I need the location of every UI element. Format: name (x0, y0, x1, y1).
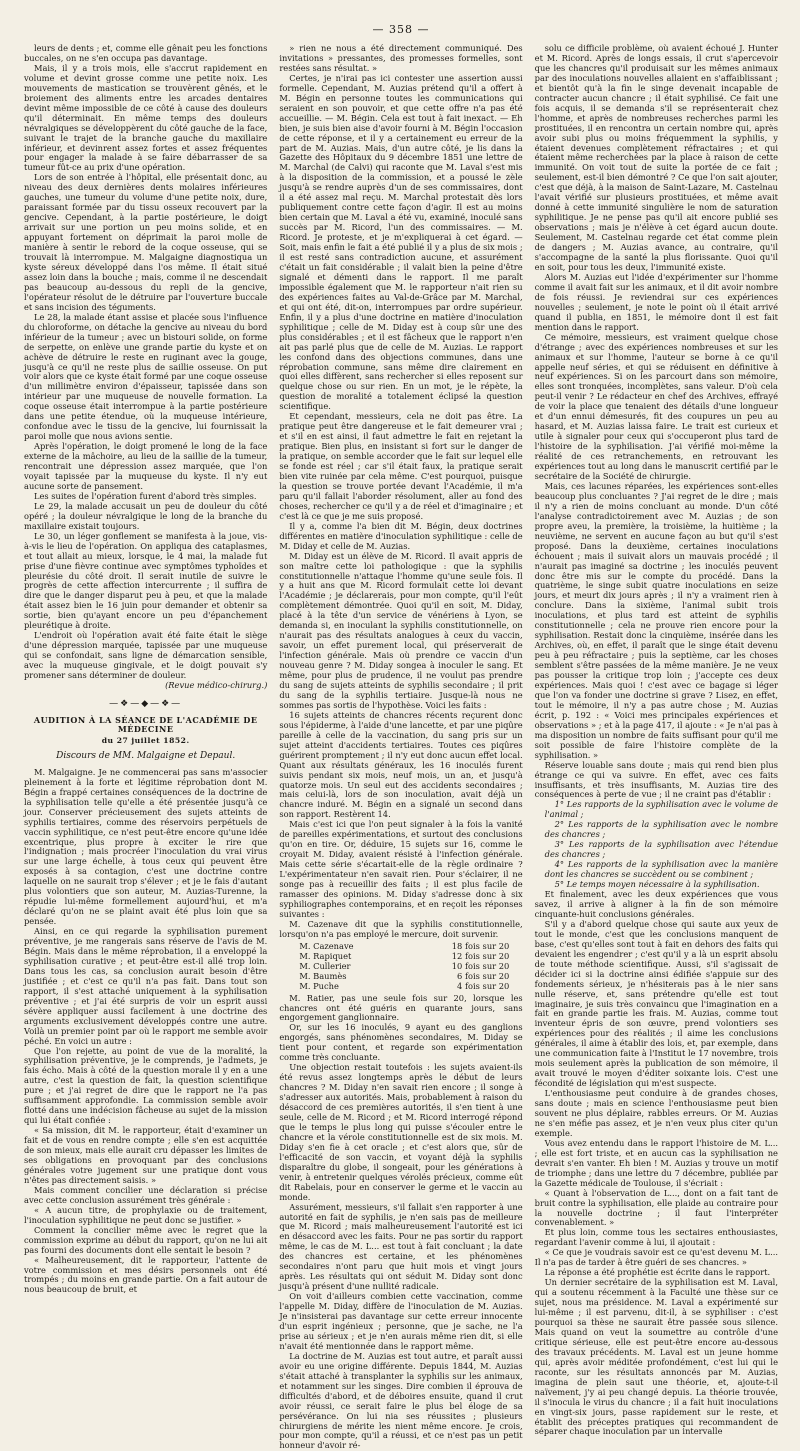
paragraph: La doctrine de M. Auzias est tout autre, et paraît aussi avoir eu une origine différente. Depuis 1844, M. Auzias s'était attaché à transplanter la syphilis sur les animaux, et notamment sur les singes. Dire combien il éprouva de difficultés d'abord, et de déboires ensuite, quand il crut avoir réussi, ce serait faire le plus bel éloge de sa persévérance. On lui nia ses réussites ; plusieurs chirurgiens de mérite les nient même encore. Je crois, pour mon compte, qu'il a réussi, et ce n'est pas un petit honneur d'avoir ré- (279, 1350, 523, 1451)
paragraph: La réponse a été prophétie est écrite dans le rapport. (544, 1267, 771, 1278)
tally-name: M. Cullerier (299, 960, 351, 971)
paragraph: M. Cazenave dit que la syphilis constitutionnelle, lorsqu'on n'a pas employé le mercure, doit survenir. (279, 918, 523, 939)
tally-name: M. Puche (299, 980, 339, 991)
paragraph: 4° Les rapports de la syphilisation avec la manière dont les chancres se succèdent ou se combinent ; (544, 859, 778, 880)
paragraph: Le 28, la malade étant assise et placée sous l'influence du chloroforme, on détache la gencive au niveau du bord inférieur de la tumeur ; avec un bistouri solide, on forme de serpette, on enlève une grande partie du kyste et on achève de détruire le reste en ruginant avec la gouge, jusqu'à ce qu'il ne reste plus de saillie osseuse. On put voir alors que ce kyste était formé par une coque osseuse d'un millimètre environ d'épaisseur, tapissée dans son intérieur par une muqueuse de nouvelle formation. La coque osseuse était interrompue à la partie postérieure dans une petite étendue, où la muqueuse intérieure, confondue avec le tissu de la gencive, lui fournissait la paroi molle que nous avions sentie. (24, 311, 268, 442)
paragraph: On voit d'ailleurs combien cette vaccination, comme l'appelle M. Diday, diffère de l'inoculation de M. Auzias. Je n'insisterai pas davantage sur cette erreur innocente d'un esprit ingénieux ; personne, que je sache, ne l'a prise au sérieux ; et je n'en aurais même rien dit, si elle n'avait été mentionnée dans le rapport même. (279, 1291, 523, 1351)
paragraph: Alors M. Auzias eut l'idée d'expérimenter sur l'homme comme il avait fait sur les animaux, et il dit avoir nombre de fois réussi. Je reviendrai sur ces expériences nouvelles ; seulement, je note le point où il était arrivé quand il publia, en 1851, le mémoire dont il est fait mention dans le rapport. (534, 271, 778, 332)
paragraph: 1° Les rapports de la syphilisation avec le volume de l'animal ; (544, 799, 778, 820)
speech-paragraphs (279, 44, 522, 940)
paragraph: Vous avez entendu dans le rapport l'histoire de M. L... ; elle est fort triste, et en aucun cas la syphilisation ne devrait s'en vanter. Eh bien ! M. Auzias y trouve un motif de triomphe ; dans une lettre du 7 décembre, publiée par la Gazette médicale de Toulouse, il s'écriait : (534, 1137, 778, 1188)
paragraph: L'endroit où l'opération avait été faite était le siège d'une dépression marquée, tapissée par une muqueuse qui se confondait, sans ligne de démarcation sensible, avec la muqueuse gingivale, et le doigt pouvait s'y promener sans déterminer de douleur. (24, 630, 268, 681)
paragraph: 5° Le temps moyen nécessaire à la syphilisation. (554, 879, 760, 890)
paragraph: 3° Les rapports de la syphilisation avec l'étendue des chancres ; (544, 839, 778, 860)
column-middle (279, 43, 523, 1451)
tally-value: 6 fois sur 20 (457, 970, 510, 981)
section-title: AUDITION À LA SÉANCE DE L'ACADÉMIE DE MÉDECINE (33, 714, 258, 735)
tally-name: M. Rapiquet (299, 950, 352, 961)
paragraph: S'il y a d'abord quelque chose qui saute aux yeux de tout le monde, c'est que les conclusions manquent de base, c'est qu'elles sont tout à fait en dehors des faits qui devaient les engendrer ; c'est qu'il y a là un esprit absolu de toute méthode scientifique. Aussi, s'il s'agissait de décider ici si la doctrine ainsi édifiée s'appuie sur des fondements sérieux, je n'hésiterais pas à le nier sans nulle réserve, et, sans prétendre qu'elle est tout imaginaire, je suis très convaincu que l'imagination en a fait en grande partie les frais. M. Auzias, comme tout inventeur épris de son œuvre, prend volontiers ses expériences pour des réalités ; il aime les conclusions générales, il aime à établir des lois, et, par exemple, dans une communication faite à l'Institut le 17 novembre, trois mois seulement après la publication de son mémoire, il avait trouvé le moyen d'éditer soixante lois. C'est une fécondité de législation qui m'est suspecte. (534, 918, 778, 1089)
paragraph: Et cependant, messieurs, cela ne doit pas être. La pratique peut être dangereuse et le fait demeurer vrai ; et s'il en est ainsi, il faut admettre le fait en rejetant la pratique. Bien plus, en insistant si fort sur le danger de la pratique, on semble accorder que le fait sur lequel elle se fonde est réel ; car s'il était faux, la pratique serait bien vite ruinée par cela même. C'est pourquoi, puisque la question se trouve portée devant l'Académie, il m'a paru qu'il fallait l'aborder résolument, aller au fond des choses, rechercher ce qu'il y a de réel et d'imaginaire ; et c'est là ce que je me suis proposé. (279, 411, 523, 521)
paragraph: Une objection restait toutefois : les sujets avaient-ils été revus assez longtemps après le début de leurs chancres ? M. Diday n'en savait rien encore ; il songe à s'adresser aux autorités. Mais, probablement à raison du désaccord de ces premières autorités, il s'en tient à une seule, celle de M. Ricord ; et M. Ricord interrogé répond que le temps le plus long qui puisse s'écouler entre le chancre et la vérole constitutionnelle est de six mois. M. Diday s'en fie à cet oracle ; et c'est alors que, sûr de l'efficacité de son vaccin, et voyant déjà la syphilis disparaître du globe, il songeait, pour les générations à venir, à entretenir quelques vérolés précieux, comme eût dit Rabelais, pour en conserver le germe et le vaccin au monde. (279, 1062, 523, 1202)
paragraph: solu ce difficile problème, où avaient échoué J. Hunter et M. Ricord. Après de longs essais, il crut s'apercevoir que les chancres qu'il produisait sur les mêmes animaux par des inoculations nouvelles allaient en s'affaiblissant ; et bientôt qu'à la fin le singe devenait incapable de contracter aucun chancre ; il était syphilisé. Ce fait une fois acquis, il se demanda s'il se représenterait chez l'homme, et après de nombreuses recherches parmi les prostituées, il en rencontra un certain nombre qui, après avoir subi plus ou moins fréquemment la syphilis, y étaient devenues complètement réfractaires ; et qui étaient même recherchées par la place à raison de cette immunité. On voit tout de suite la portée de ce fait ; seulement, est-il bien démontré ? Ce que l'on sait ajouter, c'est que déjà, à la maison de Saint-Lazare, M. Castelnau l'avait vérifié sur plusieurs prostituées, et même avait donné à cette immunité singulière le nom de saturation syphilitique. Je ne pense pas qu'il ait encore publié ses observations ; mais je n'élève à cet égard aucun doute. Seulement, M. Castelnau regarde cet état comme plein de dangers ; M. Auzias avance, au contraire, qu'il s'accompagne de la santé la plus florissante. Quoi qu'il en soit, pour tous les deux, l'immunité existe. (534, 43, 778, 272)
paragraph: Mais comment concilier une déclaration si précise avec cette conclusion assurément très générale : (24, 1184, 268, 1205)
paragraph: Ainsi, en ce qui regarde la syphilisation purement préventive, je me rangerais sans réserve de l'avis de M. Bégin. Mais dans le même réprobation, il a enveloppé la syphilisation curative ; et peut-être est-il allé trop loin. Dans tous les cas, sa conclusion aurait besoin d'être justifiée ; et c'est ce qu'il n'a pas fait. Dans tout son rapport, il s'est attaché uniquement à la syphilisation préventive ; et j'ai été surpris de voir un esprit aussi sévère appliquer aussi facilement à une doctrine des arguments exclusivement développés contre une autre. Voilà un premier point par où le rapport me semble avoir péché. En voici un autre : (24, 926, 268, 1046)
paragraph: Assurément, messieurs, s'il fallait s'en rapporter à une autorité en fait de syphilis, je n'en sais pas de meilleure que M. Ricord ; mais malheureusement l'autorité est ici en désaccord avec les faits. Pour ne pas sortir du rapport même, le cas de M. L... est tout à fait concluant ; la date des chancres est certaine, et les phénomènes secondaires n'ont paru que huit mois et vingt jours après. Les résultats qui ont séduit M. Diday sont donc jusqu'à présent d'une nullité radicale. (279, 1201, 523, 1292)
paragraph: Et plus loin, comme tous les sectaires enthousiastes, regardant l'avenir comme à lui, il ajoutait : (534, 1227, 778, 1248)
opinion-tally (299, 942, 522, 992)
paragraph: Que l'on rejette, au point de vue de la moralité, la syphilisation préventive, je le comprends, je l'admets, je fais écho. Mais à côté de la question morale il y en a une autre, c'est la question de fait, la question scientifique pure ; et j'ai regret de dire que le rapport ne l'a pas suffisamment approfondie. La commission semble avoir flotté dans une indécision fâcheuse au sujet de la mission qui lui était confiée : (24, 1045, 268, 1126)
tally-value: 10 fois sur 20 (451, 960, 510, 971)
paragraph: Le 29, la malade accusait un peu de douleur du côté opéré ; la douleur névralgique le long de la branche du maxillaire existait toujours. (24, 500, 268, 531)
paragraph: « Malheureusement, dit le rapporteur, l'attente de votre commission et mes désirs personnels ont été trompés ; du moins en grande partie. On a fait autour de nous beaucoup de bruit, et (24, 1254, 268, 1295)
paragraph: Mais, il y a trois mois, elle s'accrut rapidement en volume et devint grosse comme une petite noix. Les mouvements de mastication se trouvèrent gênés, et le broiement des aliments entre les arcades dentaires devint même impossible de ce côté à cause des douleurs qu'il déterminait. En même temps des douleurs névralgiques se développèrent du côté gauche de la face, suivant le trajet de la branche gauche du maxillaire inférieur, et devinrent assez fortes et assez fréquentes pour engager la malade à se faire débarrasser de sa tumeur fût-ce au prix d'une opération. (24, 62, 268, 173)
conclusions-list (535, 800, 778, 890)
paragraph: 16 sujets atteints de chancres récents reçurent donc sous l'épiderme, à l'aide d'une lancette, et par une piqûre pareille à celle de la vaccination, du sang pris sur un sujet atteint d'accidents tertiaires. Toutes ces piqûres guérirent promptement ; il n'y eut donc aucun effet local. Quant aux résultats généraux, les 16 inoculés furent suivis pendant six mois, neuf mois, un an, et jusqu'à quatorze mois. Un seul eut des accidents secondaires ; mais celui-là, lors de son inoculation, avait déjà un chancre induré. M. Bégin en a signalé un second dans son rapport. Restèrent 14. (279, 709, 523, 820)
article-paragraphs (24, 44, 267, 681)
paragraph: Ce mémoire, messieurs, est vraiment quelque chose d'étrange ; avec des expériences nombreuses et sur les animaux et sur l'homme, l'auteur se borne à ce qu'il appelle neuf séries, et qui se réduisent en définitive à neuf expériences. Si on les parcourt dans son mémoire, elles sont tronquées, incomplètes, sans valeur. D'où cela peut-il venir ? Le rédacteur en chef des Archives, effrayé de voir la place que tenaient des détails d'une longueur et d'un ennui démesurés, fit des coupures un peu au hasard, et M. Auzias laissa faire. Le trait est curieux et utile à signaler pour ceux qui s'occuperont plus tard de l'histoire de la syphilisation. J'ai vérifié moi-même la réalité de ces retranchements, en retrouvant les expériences tout au long dans le manuscrit certifié par le secrétaire de la Société de chirurgie. (534, 331, 778, 481)
paragraph: leurs de dents ; et, comme elle gênait peu les fonctions buccales, on ne s'en occupa pas davantage. (24, 43, 268, 63)
page-header (24, 20, 778, 38)
speech-paragraphs (535, 44, 778, 800)
paragraph: Or, sur les 16 inoculés, 9 ayant eu des ganglions engorgés, sans phénomènes secondaires, M. Diday se tient pour content, et regarde son expérimentation comme très concluante. (279, 1022, 523, 1063)
page-number: — 358 — (372, 22, 430, 36)
tally-value: 12 fois sur 20 (451, 950, 510, 961)
paragraph: Mais c'est ici que l'on peut signaler à la fois la vanité de pareilles expérimentations, et surtout des conclusions qu'on en tire. Or, déduire, 15 sujets sur 16, comme le croyait M. Diday, avaient résisté à l'infection générale. Mais cette série s'écartait-elle de la règle ordinaire ? L'expérimentateur n'en savait rien. Pour s'éclairer, il ne songe pas à recueillir des faits ; il est plus facile de ramasser des opinions. M. Diday s'adresse donc à six syphiliographes contemporains, et en reçoit les réponses suivantes : (279, 819, 523, 919)
section-subtitle: Discours de MM. Malgaigne et Depaul. (56, 751, 236, 762)
tally-name: M. Cazenave (299, 940, 354, 951)
section-divider-ornament: —❖—◆—❖— (109, 698, 183, 709)
columns (24, 43, 778, 1451)
paragraph: L'enthousiasme peut conduire à de grandes choses, sans doute ; mais en science l'enthousiasme peut bien souvent ne plus déplaire, rabbles erreurs. Or M. Auzias ne s'en méfie pas assez, et je n'en veux plus citer qu'un exemple. (534, 1088, 778, 1138)
paragraph: Comment la concilier même avec le regret que la commission exprime au début du rapport, qu'on ne lui ait pas fourni des documents dont elle sentait le besoin ? (24, 1224, 268, 1255)
tally-value: 18 fois sur 20 (451, 940, 510, 951)
paragraph: Certes, je n'irai pas ici contester une assertion aussi formelle. Cependant, M. Auzias prétend qu'il a offert à M. Bégin en personne toutes les communications qui seraient en son pouvoir, et que cette offre n'a pas été accueillie. — M. Bégin. Cela est tout à fait inexact. — Eh bien, je suis bien aise d'avoir fourni à M. Bégin l'occasion de cette réponse, et il y a certainement eu erreur de la part de M. Auzias. Mais, d'un autre côté, je lis dans la Gazette des Hôpitaux du 9 décembre 1851 une lettre de M. Marchal (de Calvi) qui raconte que M. Laval s'est mis à la disposition de la commission, et a poussé le zèle jusqu'à se rendre auprès d'un de ses commissaires, dont il a été assez mal reçu. M. Marchal protestait dès lors publiquement contre cette façon d'agir. Il est au moins bien certain que M. Laval a été vu, examiné, inoculé sans succès par M. Ricord, l'un des commissaires. — M. Ricord. Je proteste, et je m'expliquerai à cet égard. — Soit, mais enfin le fait a été publié il y a plus de six mois ; il est resté sans contradiction aucune, et assurément c'était un fait considérable ; il valait bien la peine d'être signalé et démenti dans le rapport. Il me paraît impossible également que M. le rapporteur n'ait rien su des expériences faites au Val-de-Grâce par M. Marchal, et qui ont été, dit-on, interrompues par ordre supérieur. Enfin, il y a plus d'une doctrine en matière d'inoculation syphilitique ; celle de M. Diday est à coup sûr une des plus considérables ; et il est fâcheux que le rapport n'en ait pas parlé plus que de celle de M. Auzias. Le rapport les confond dans des objections communes, dans une réprobation commune, sans même dire clairement en quoi elles diffèrent, sans rechercher si elles reposent sur quelque chose ou sur rien. En un mot, je le répète, la question de moralité a totalement éclipsé la question scientifique. (279, 72, 523, 412)
paragraph: « Quant à l'observation de L..., dont on a fait tant de bruit contre la syphilisation, elle plaide au contraire pour la nouvelle doctrine ; il faut l'interpréter convenablement. » (534, 1187, 778, 1228)
paragraph: Les suites de l'opération furent d'abord très simples. (33, 490, 257, 501)
paragraph: M. Malgaigne. Je ne commencerai pas sans m'associer pleinement à la forte et légitime réprobation dont M. Bégin a frappé certaines conséquences de la doctrine de la syphilisation telle qu'elle a été présentée jusqu'à ce jour. Conserver précieusement des sujets atteints de syphilis tertiaires, comme des réservoirs perpétuels de vaccin syphilitique, ce n'est peut-être encore qu'une idée excentrique, plus propre à exciter le rire que l'indignation ; mais procréer l'inoculation du vrai virus sur une large échelle, à tous ceux qui peuvent être exposés à sa contagion, c'est une doctrine contre laquelle on ne saurait trop s'élever ; et je le fais d'autant plus volontiers que son auteur, M. Auzias-Turenne, la répudie lui-même formellement aujourd'hui, et m'a déclaré qu'on ne se plaint avait été plus loin que sa pensée. (24, 766, 268, 927)
paragraph: Lors de son entrée à l'hôpital, elle présentait donc, au niveau des deux dernières dents molaires inférieures gauches, une tumeur du volume d'une petite noix, dure, paraissant formée par du tissu osseux recouvert par la gencive. Cependant, à la partie postérieure, le doigt arrivait sur une portion un peu moins solide, et en appuyant fortement on déprimait la paroi molle de manière à sentir le rebord de la coque osseuse, qui se trouvait là interrompue. M. Malgaigne diagnostiqua un kyste séreux développé dans l'os même. Il était situé assez loin dans la bouche ; mais, comme il ne descendait pas beaucoup au-dessous du repli de la gencive, l'opérateur résolut de le détruire par l'ouverture buccale et sans incision des téguments. (24, 172, 268, 312)
paragraph: « Ce que je voudrais savoir est ce qu'est devenu M. L... Il n'a pas de tarder à être guéri de ses chancres. » (534, 1247, 778, 1268)
tally-value: 4 fois sur 20 (457, 980, 510, 991)
paragraph: Mais, ces lacunes réparées, les expériences sont-elles beaucoup plus concluantes ? J'ai regret de le dire ; mais il n'y a rien de moins concluant au monde. D'un côté l'analyse contradictoirement avec M. Auzias ; de son propre aveu, la première, la troisième, la huitième ; la neuvième, ne servent en aucune façon au but qu'il s'est proposé. Dans la deuxième, certaines inoculations échouent ; mais il suivait alors un mauvais procédé ; il n'aurait pas imaginé sa doctrine ; les inoculés peuvent donc être mis sur le compte du procédé. Dans la quatrième, le singe subit quatre inoculations en seize jours, et meurt dix jours après ; il n'y a vraiment rien à conclure. Dans la sixième, l'animal subit trois inoculations, et plus tard est atteint de syphilis constitutionnelle ; cela ne prouve rien encore pour la syphilisation. Restait donc la cinquième, insérée dans les Archives, où, en effet, il paraît que le singe était devenu peu à peu réfractaire ; puis la septième, car les choses semblent s'être passées de la même manière. Je ne veux pas pousser la critique trop loin ; j'accepte ces deux expériences. Mais quoi ! c'est avec ce bagage si léger que l'on va fonder une doctrine si grave ? Lisez, en effet, tout le mémoire, il n'y a pas autre chose ; M. Auzias écrit, p. 192 : « Voici mes principales expériences et observations » ; et à la page 417, il ajoute : « Je n'ai pas à ma disposition un nombre de faits suffisant pour qu'il me soit possible de faire l'histoire complète de la syphilisation. » (534, 480, 778, 760)
speech-paragraphs (279, 994, 522, 1451)
paragraph: M. Diday est un élève de M. Ricord. Il avait appris de son maître cette loi pathologique : que la syphilis constitutionnelle n'attaque l'homme qu'une seule fois. Il y a huit ans que M. Ricord formulait cette loi devant l'Académie ; je déclarerais, pour mon compte, qu'il l'eût complètement démontrée. Quoi qu'il en soit, M. Diday, placé à la tête d'un service de vénériens à Lyon, se demanda si, en inoculant la syphilis constitutionnelle, on n'aurait pas des résultats analogues à ceux du vaccin, savoir, un effet purement local, qui préserverait de l'infection générale. Mais où prendre ce vaccin d'un nouveau genre ? M. Diday songea à inoculer le sang. Et même, pour plus de prudence, il ne voulut pas prendre du sang de sujets atteints de syphilis secondaire ; il prit du sang de la syphilis tertiaire. Jusque-là nous ne sommes pas sortis de l'hypothèse. Voici les faits : (279, 550, 523, 710)
paragraph: M. Ratier, pas une seule fois sur 20, lorsque les chancres ont été guéris en quarante jours, sans engorgement ganglionnaire. (279, 992, 523, 1023)
paragraph: « A aucun titre, de prophylaxie ou de traitement, l'inoculation syphilitique ne peut donc se justifier. » (24, 1204, 268, 1225)
paragraph: Un dernier secrétaire de la syphilisation est M. Laval, qui a soutenu récemment à la Faculté une thèse sur ce sujet, nous ma présidence. M. Laval a expérimenté sur lui-même ; il est parvenu, dit-il, à se syphiliser : c'est pourquoi sa thèse ne saurait être passée sous silence. Mais quand on veut la soumettre au contrôle d'une critique sérieuse, elle est peut-être encore au-dessous des travaux précédents. M. Laval est un jeune homme qui, après avoir méditée profondément, c'est lui qui le raconte, sur les résultats annoncés par M. Auzias, imagina de plein saut une théorie, et, ajoute-t-il naïvement, j'y ai peu changé depuis. La théorie trouvée, il s'inocula le virus du chancre ; il a fait huit inoculations en vingt-six jours, passe rapidement sur le reste, et établit des préceptes pratiques qui recommandent de séparer chaque inoculation par un intervalle (534, 1277, 778, 1437)
tally-name: M. Baumès (299, 970, 347, 981)
paragraph: Réserve louable sans doute ; mais qui rend bien plus étrange ce qui va suivre. En effet, avec ces faits insuffisants, et très insuffisants, M. Auzias tire des conséquences à perte de vue ; il ne craint pas d'établir : (534, 759, 778, 800)
paragraph: Il y a, comme l'a bien dit M. Bégin, deux doctrines différentes en matière d'inoculation syphilitique : celle de M. Diday et celle de M. Auzias. (279, 520, 523, 551)
speech-paragraphs (24, 768, 267, 1296)
tally-row (299, 982, 509, 992)
paragraph: Et finalement, avec les deux expériences que vous savez, il arrive à aligner à la fin de son mémoire cinquante-huit conclusions générales. (534, 889, 778, 919)
speech-paragraphs (535, 890, 778, 1437)
paragraph: Après l'opération, le doigt promené le long de la face externe de la mâchoire, au lieu de la saillie de la tumeur, rencontrait une dépression assez marquée, que l'on voyait tapissée par la muqueuse du kyste. Il n'y eut aucune sorte de pansement. (24, 441, 268, 491)
column-left (24, 43, 268, 1295)
column-right (534, 43, 778, 1437)
source-signature: (Revue médico-chirurg.) (165, 680, 268, 690)
paragraph: Le 30, un léger gonflement se manifesta à la joue, vis-à-vis le lieu de l'opération. On appliqua des cataplasmes, et tout allait au mieux, lorsque, le 4 mai, la malade fut prise d'une fièvre continue avec symptômes typhoïdes et pleurésie du côté droit. Il serait inutile de suivre le progrès de cette affection intercurrente ; il suffira de dire que le danger disparut peu à peu, et que la malade était assez bien le 16 juin pour demander et obtenir sa sortie, bien qu'ayant encore un peu d'épanchement pleurétique à droite. (24, 530, 268, 631)
section-date: du 27 juillet 1852. (101, 735, 190, 745)
paragraph: 2° Les rapports de la syphilisation avec le nombre des chancres ; (544, 819, 778, 840)
paragraph: « Sa mission, dit M. le rapporteur, était d'examiner un fait et de vous en rendre compte ; elle s'en est acquittée de son mieux, mais elle aurait cru dépasser les limites de ses obligations en provoquant par des conclusions générales votre jugement sur une pratique dont vous n'êtes pas directement saisis. » (24, 1125, 268, 1185)
paragraph: » rien ne nous a été directement communiqué. Des invitations » pressantes, des promesses formelles, sont restées sans résultat. » (279, 43, 523, 73)
